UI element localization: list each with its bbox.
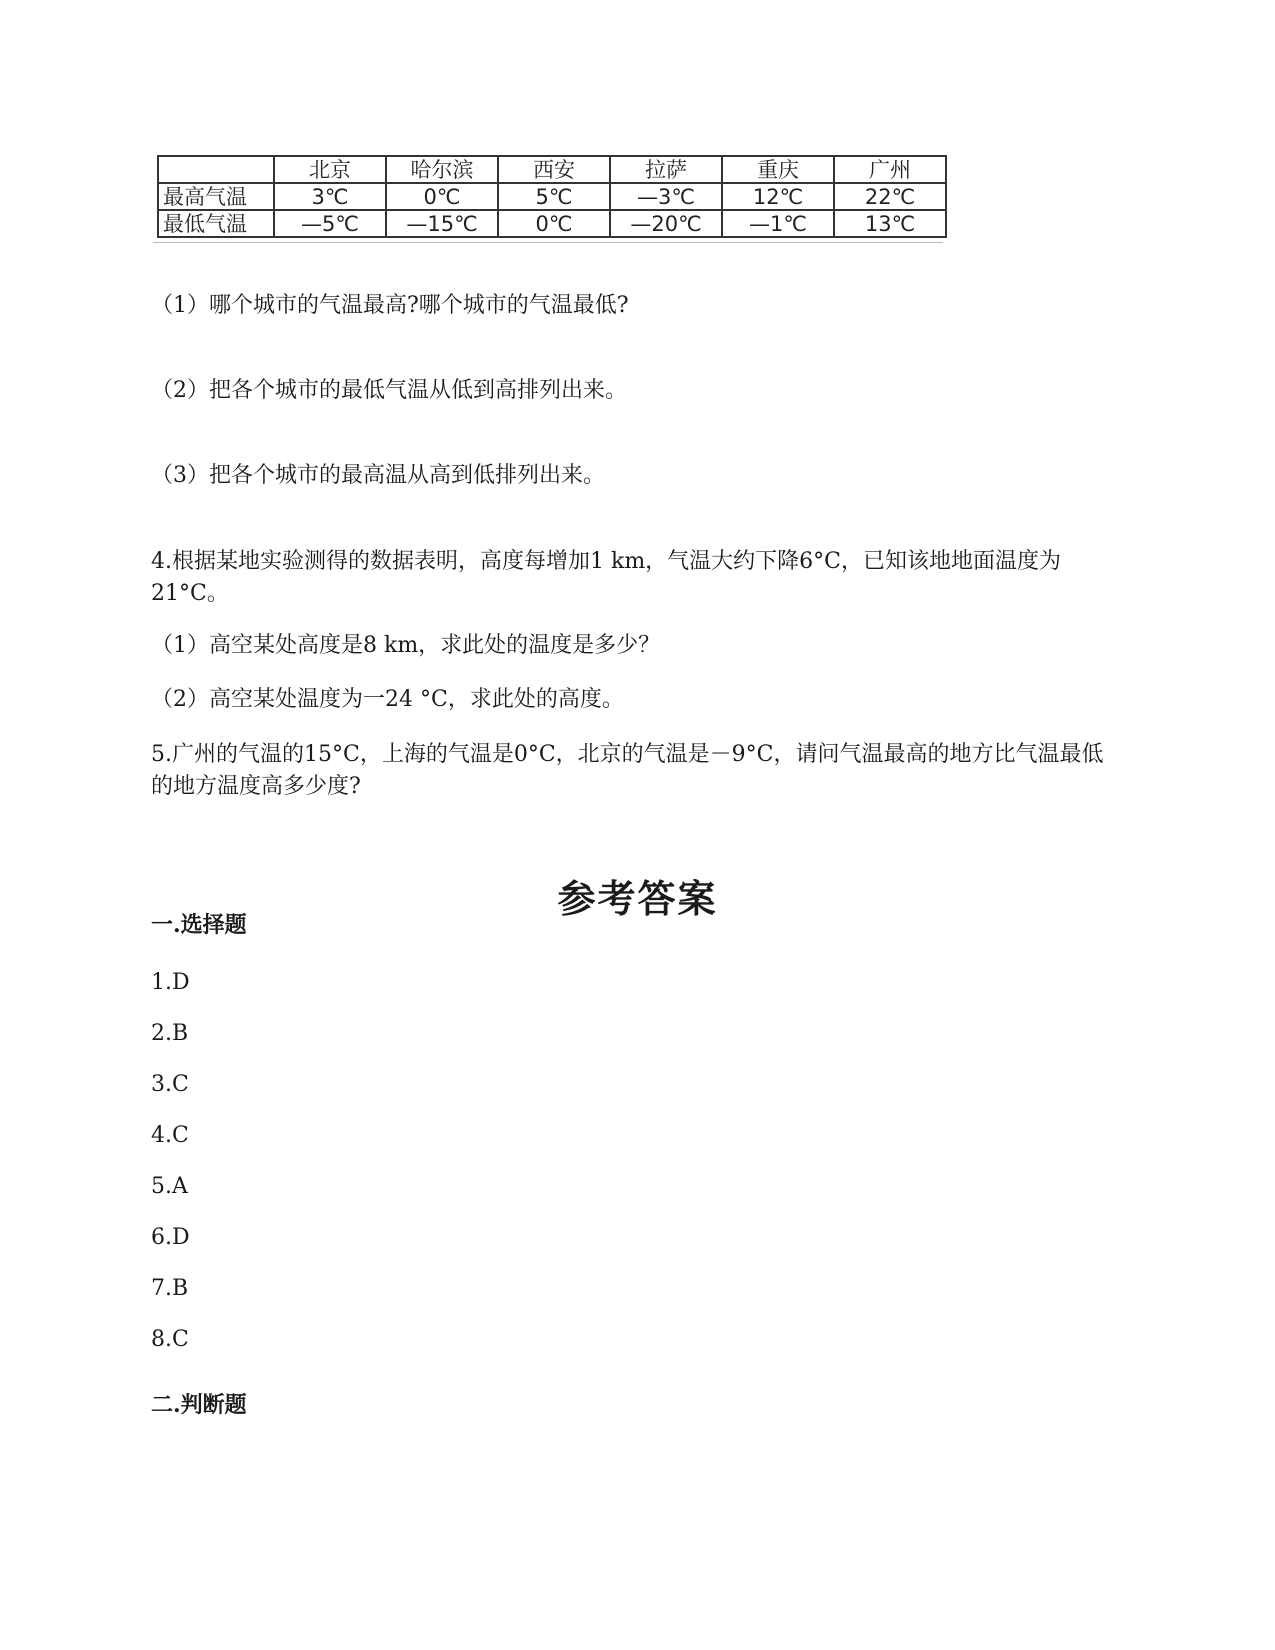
answer-item: 4.C	[151, 1123, 189, 1148]
header-cell-chongqing: 重庆	[722, 156, 834, 183]
table-cell: —1℃	[722, 210, 834, 237]
table-cell: 13℃	[834, 210, 946, 237]
answer-item: 2.B	[151, 1021, 189, 1046]
table-cell: —20℃	[610, 210, 722, 237]
table-cell: 3℃	[274, 183, 386, 210]
q5-stem: 5.广州的气温的15°C，上海的气温是0°C，北京的气温是－9°C，请问气温最高的地方比气温最低的地方温度高多少度?	[151, 742, 1104, 799]
table-cell: —3℃	[610, 183, 722, 210]
header-cell-lhasa: 拉萨	[610, 156, 722, 183]
section-heading-choice: 一.选择题	[151, 912, 247, 938]
header-cell-guangzhou: 广州	[834, 156, 946, 183]
table-cell: —5℃	[274, 210, 386, 237]
table-cell: —15℃	[386, 210, 498, 237]
temperature-table	[157, 155, 947, 238]
table-cell: 12℃	[722, 183, 834, 210]
q4-part2: （2）高空某处温度为一24 °C，求此处的高度。	[151, 687, 624, 712]
answer-item: 8.C	[151, 1327, 189, 1352]
table-corner-cell	[158, 156, 274, 183]
row-label-min: 最低气温	[158, 210, 274, 237]
answer-item: 1.D	[151, 970, 190, 995]
q4-part1: （1）高空某处高度是8 km，求此处的温度是多少？	[151, 633, 661, 658]
header-cell-harbin: 哈尔滨	[386, 156, 498, 183]
answer-item: 7.B	[151, 1276, 189, 1301]
answer-title: 参考答案	[557, 876, 718, 921]
section-heading-judge: 二.判断题	[151, 1392, 247, 1418]
table-cell: 0℃	[386, 183, 498, 210]
table-row-min	[158, 210, 946, 237]
table-cell: 5℃	[498, 183, 610, 210]
q4-stem: 4.根据某地实验测得的数据表明，高度每增加1 km，气温大约下降6°C，已知该地地面温度为21°C。	[151, 549, 1062, 606]
q3-part3: （3）把各个城市的最高温从高到低排列出来。	[151, 463, 605, 488]
header-cell-beijing: 北京	[274, 156, 386, 183]
table-header-row	[158, 156, 946, 183]
q3-part2: （2）把各个城市的最低气温从低到高排列出来。	[151, 378, 627, 403]
table-cell: 22℃	[834, 183, 946, 210]
row-label-max: 最高气温	[158, 183, 274, 210]
table-row-max	[158, 183, 946, 210]
q3-part1: （1）哪个城市的气温最高?哪个城市的气温最低?	[151, 293, 629, 318]
answer-item: 6.D	[151, 1225, 190, 1250]
answer-item: 3.C	[151, 1072, 189, 1097]
header-cell-xian: 西安	[498, 156, 610, 183]
answer-item: 5.A	[151, 1174, 188, 1199]
table-cell: 0℃	[498, 210, 610, 237]
